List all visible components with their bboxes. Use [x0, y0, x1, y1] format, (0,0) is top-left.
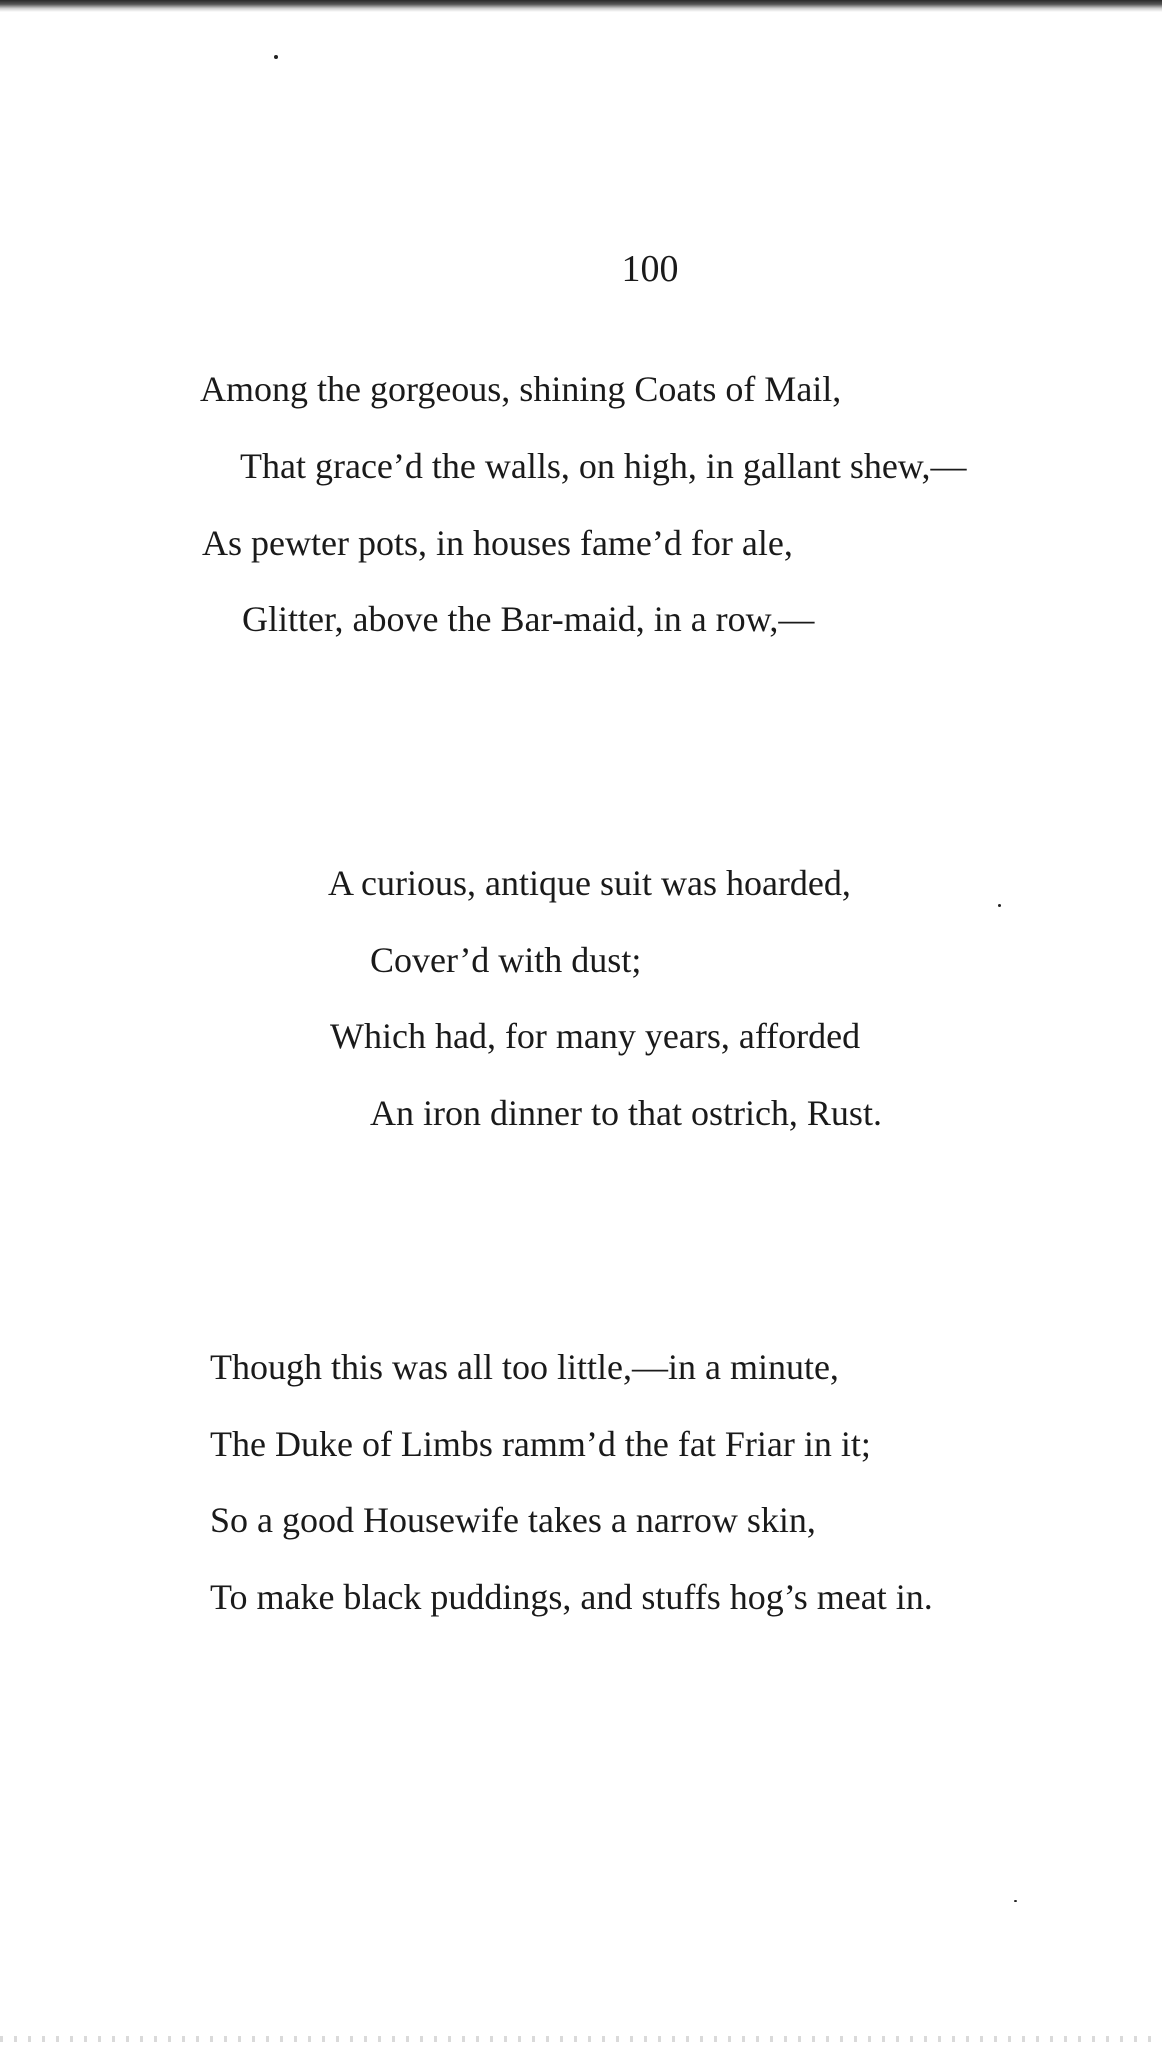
- verse-line: To make black puddings, and stuffs hog’s meat in.: [210, 1577, 933, 1617]
- verse-line: So a good Housewife takes a narrow skin,: [210, 1500, 816, 1540]
- ink-speck: [1014, 1900, 1017, 1902]
- verse-line: A curious, antique suit was hoarded,: [328, 863, 851, 903]
- verse-line: The Duke of Limbs ramm’d the fat Friar in it;: [210, 1424, 871, 1464]
- verse-line: Which had, for many years, afforded: [330, 1016, 861, 1056]
- ink-speck: [274, 55, 278, 59]
- verse-line: Though this was all too little,—in a minute,: [210, 1347, 839, 1387]
- verse-line: An iron dinner to that ostrich, Rust.: [370, 1093, 882, 1133]
- verse-line: Glitter, above the Bar-maid, in a row,—: [242, 599, 815, 639]
- verse-line: As pewter pots, in houses fame’d for ale,: [202, 523, 793, 563]
- verse-line: That grace’d the walls, on high, in gallant shew,—: [240, 446, 967, 486]
- page-bottom-edge: [0, 2036, 1162, 2042]
- page-top-edge: [0, 0, 1162, 12]
- verse-line: Among the gorgeous, shining Coats of Mail,: [200, 369, 842, 409]
- ink-speck: [998, 904, 1001, 907]
- verse-line: Cover’d with dust;: [370, 940, 642, 980]
- page-number: 100: [621, 248, 679, 290]
